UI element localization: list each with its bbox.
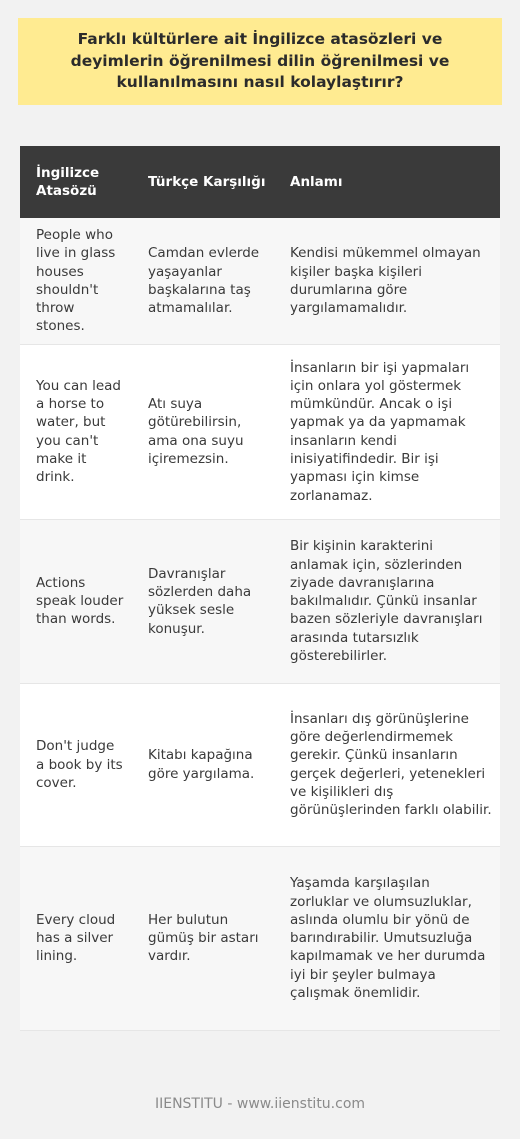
footer-credit: IIENSTITU - www.iienstitu.com — [154, 1096, 366, 1112]
header-turkish-equivalent: Türkçe Karşılığı — [132, 146, 274, 218]
cell-turkish: Davranışlar sözlerden daha yüksek sesle konuşur. — [132, 519, 274, 683]
title-banner — [18, 18, 502, 105]
table-row — [20, 519, 500, 683]
cell-english: Don't judge a book by its cover. — [20, 683, 132, 846]
table-row — [20, 846, 500, 1030]
cell-english: You can lead a horse to water, but you can't make it drink. — [20, 344, 132, 519]
cell-english: People who live in glass houses shouldn't throw stones. — [20, 218, 132, 344]
cell-english: Every cloud has a silver lining. — [20, 846, 132, 1030]
table-row — [20, 218, 500, 344]
cell-turkish: Kitabı kapağına göre yargılama. — [132, 683, 274, 846]
header-english-proverb: İngilizce Atasözü — [20, 146, 132, 218]
header-meaning: Anlamı — [274, 146, 500, 218]
proverbs-table — [20, 146, 500, 1031]
cell-english: Actions speak louder than words. — [20, 519, 132, 683]
cell-meaning: İnsanların bir işi yapmaları için onlara yol göstermek mümkündür. Ancak o işi yapmak ya da yapmamak insanların kendi inisiyatifindedir. Bir işi yapması için kimse zorlanamaz. — [274, 344, 500, 519]
table-header-row — [20, 146, 500, 218]
cell-meaning: Yaşamda karşılaşılan zorluklar ve olumsuzluklar, aslında olumlu bir yönü de barındırabilir. Umutsuzluğa kapılmamak ve her durumda iyi bir şeyler bulmaya çalışmak önemlidir. — [274, 846, 500, 1030]
cell-meaning: İnsanları dış görünüşlerine göre değerlendirmemek gerekir. Çünkü insanların gerçek değerleri, yetenekleri ve kişilikleri dış görünüşlerinden farklı olabilir. — [274, 683, 500, 846]
cell-turkish: Camdan evlerde yaşayanlar başkalarına taş atmamalılar. — [132, 218, 274, 344]
cell-turkish: Atı suya götürebilirsin, ama ona suyu içiremezsin. — [132, 344, 274, 519]
cell-meaning: Bir kişinin karakterini anlamak için, sözlerinden ziyade davranışlarına bakılmalıdır. Çünkü insanlar bazen sözleriyle davranışları arasında tutarsızlık gösterebilirler. — [274, 519, 500, 683]
page-title: Farklı kültürlere ait İngilizce atasözleri ve deyimlerin öğrenilmesi dilin öğrenilmesi ve kullanılmasını nasıl kolaylaştırır? — [70, 30, 450, 92]
cell-turkish: Her bulutun gümüş bir astarı vardır. — [132, 846, 274, 1030]
table-row — [20, 344, 500, 519]
table-row — [20, 683, 500, 846]
cell-meaning: Kendisi mükemmel olmayan kişiler başka kişileri durumlarına göre yargılamamalıdır. — [274, 218, 500, 344]
